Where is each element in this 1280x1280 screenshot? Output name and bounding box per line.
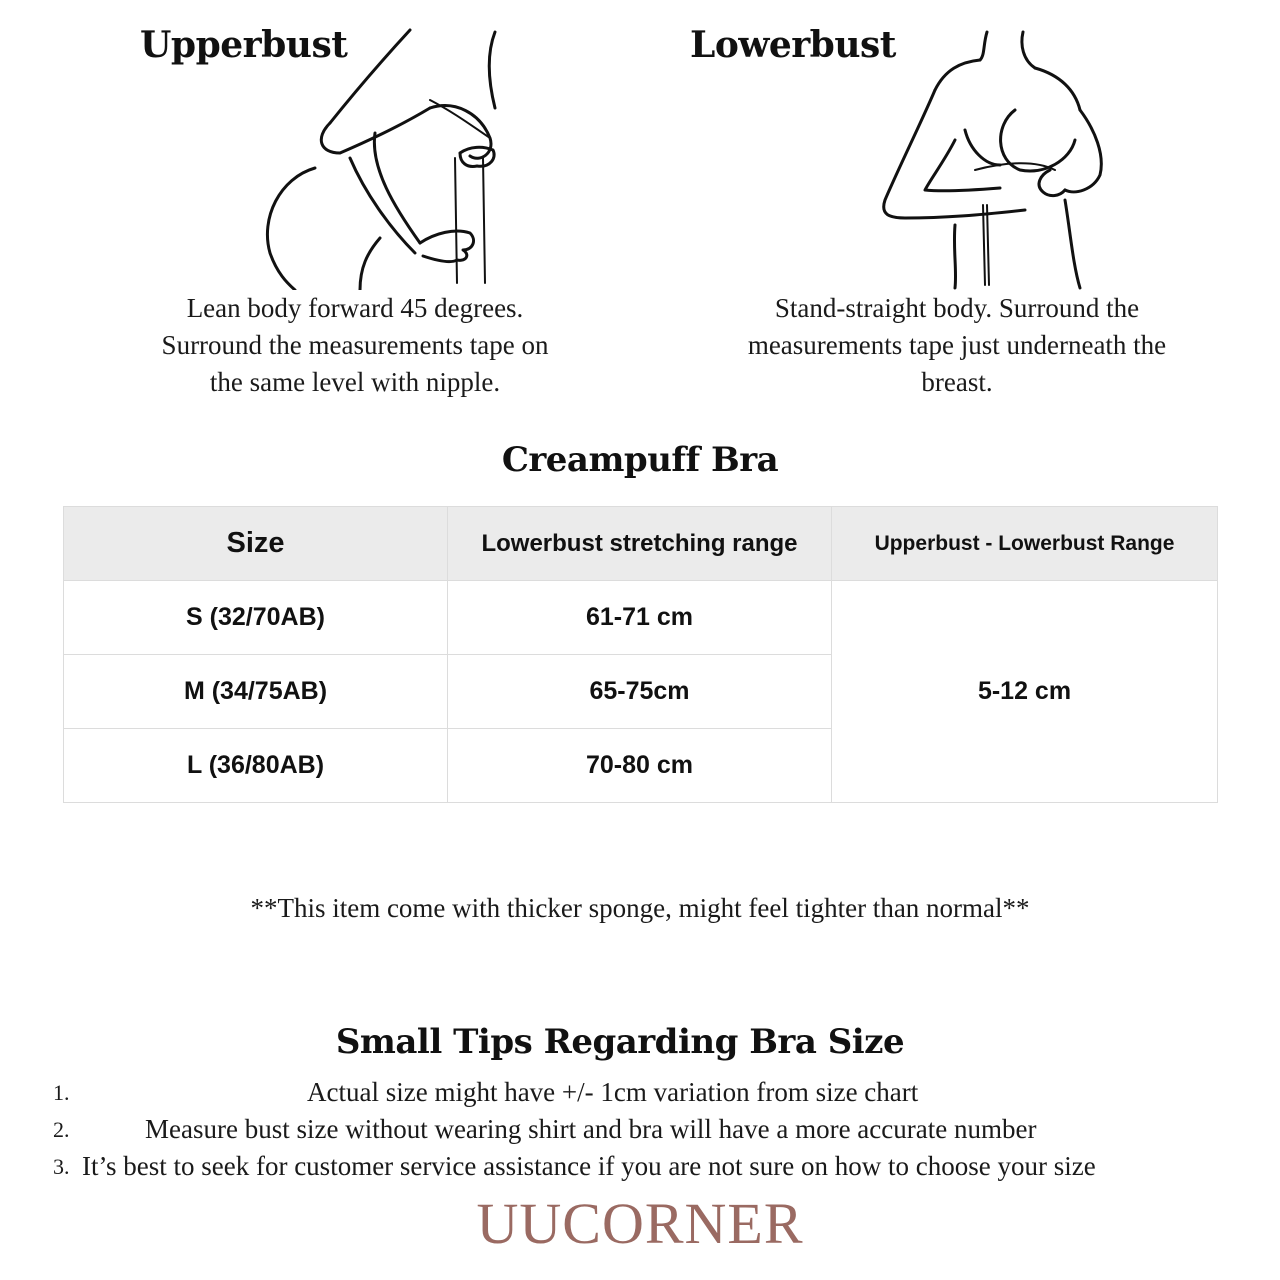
tip-item xyxy=(0,1111,1280,1148)
lowerbust-description xyxy=(697,290,1217,401)
cell-size: S (32/70AB) xyxy=(64,581,448,655)
lowerbust-illustration xyxy=(875,30,1110,290)
cell-range: 5-12 cm xyxy=(832,581,1218,803)
cell-size: L (36/80AB) xyxy=(64,729,448,803)
tip-number: 2. xyxy=(53,1117,70,1142)
cell-size: M (34/75AB) xyxy=(64,655,448,729)
brand-logo: UUCORNER xyxy=(476,1191,804,1256)
tip-number: 3. xyxy=(53,1154,70,1179)
header-lowerbust-range: Lowerbust stretching range xyxy=(448,507,832,581)
upperbust-line-2: Surround the measurements tape on xyxy=(161,330,549,360)
table-row xyxy=(64,581,1218,655)
lowerbust-line-2: measurements tape just underneath the xyxy=(747,330,1167,360)
sponge-note: **This item come with thicker sponge, might feel tighter than normal** xyxy=(250,893,1030,923)
table-header-row xyxy=(64,507,1218,581)
tip-text: Actual size might have +/- 1cm variation from size chart xyxy=(307,1077,919,1107)
tip-text: It’s best to seek for customer service assistance if you are not sure on how to choose your size xyxy=(82,1151,1096,1181)
cell-lowerbust: 65-75cm xyxy=(448,655,832,729)
table-title: Creampuff Bra xyxy=(501,440,779,480)
tip-number: 1. xyxy=(53,1080,70,1105)
tips-title: Small Tips Regarding Bra Size xyxy=(335,1022,905,1062)
upperbust-heading: Upperbust xyxy=(140,24,348,66)
cell-lowerbust: 70-80 cm xyxy=(448,729,832,803)
upperbust-description xyxy=(95,290,615,401)
lowerbust-line-1: Stand-straight body. Surround the xyxy=(774,293,1140,323)
tip-item xyxy=(0,1074,1280,1111)
lowerbust-heading: Lowerbust xyxy=(690,24,896,66)
header-size: Size xyxy=(64,507,448,581)
upperbust-illustration xyxy=(255,28,515,290)
size-chart-table xyxy=(63,506,1218,803)
cell-lowerbust: 61-71 cm xyxy=(448,581,832,655)
lowerbust-line-3: breast. xyxy=(921,367,993,397)
tip-item xyxy=(0,1148,1280,1185)
tip-text: Measure bust size without wearing shirt and bra will have a more accurate number xyxy=(145,1114,1037,1144)
header-upper-lower-range: Upperbust - Lowerbust Range xyxy=(832,507,1218,581)
upperbust-line-3: the same level with nipple. xyxy=(209,367,501,397)
upperbust-line-1: Lean body forward 45 degrees. xyxy=(186,293,524,323)
